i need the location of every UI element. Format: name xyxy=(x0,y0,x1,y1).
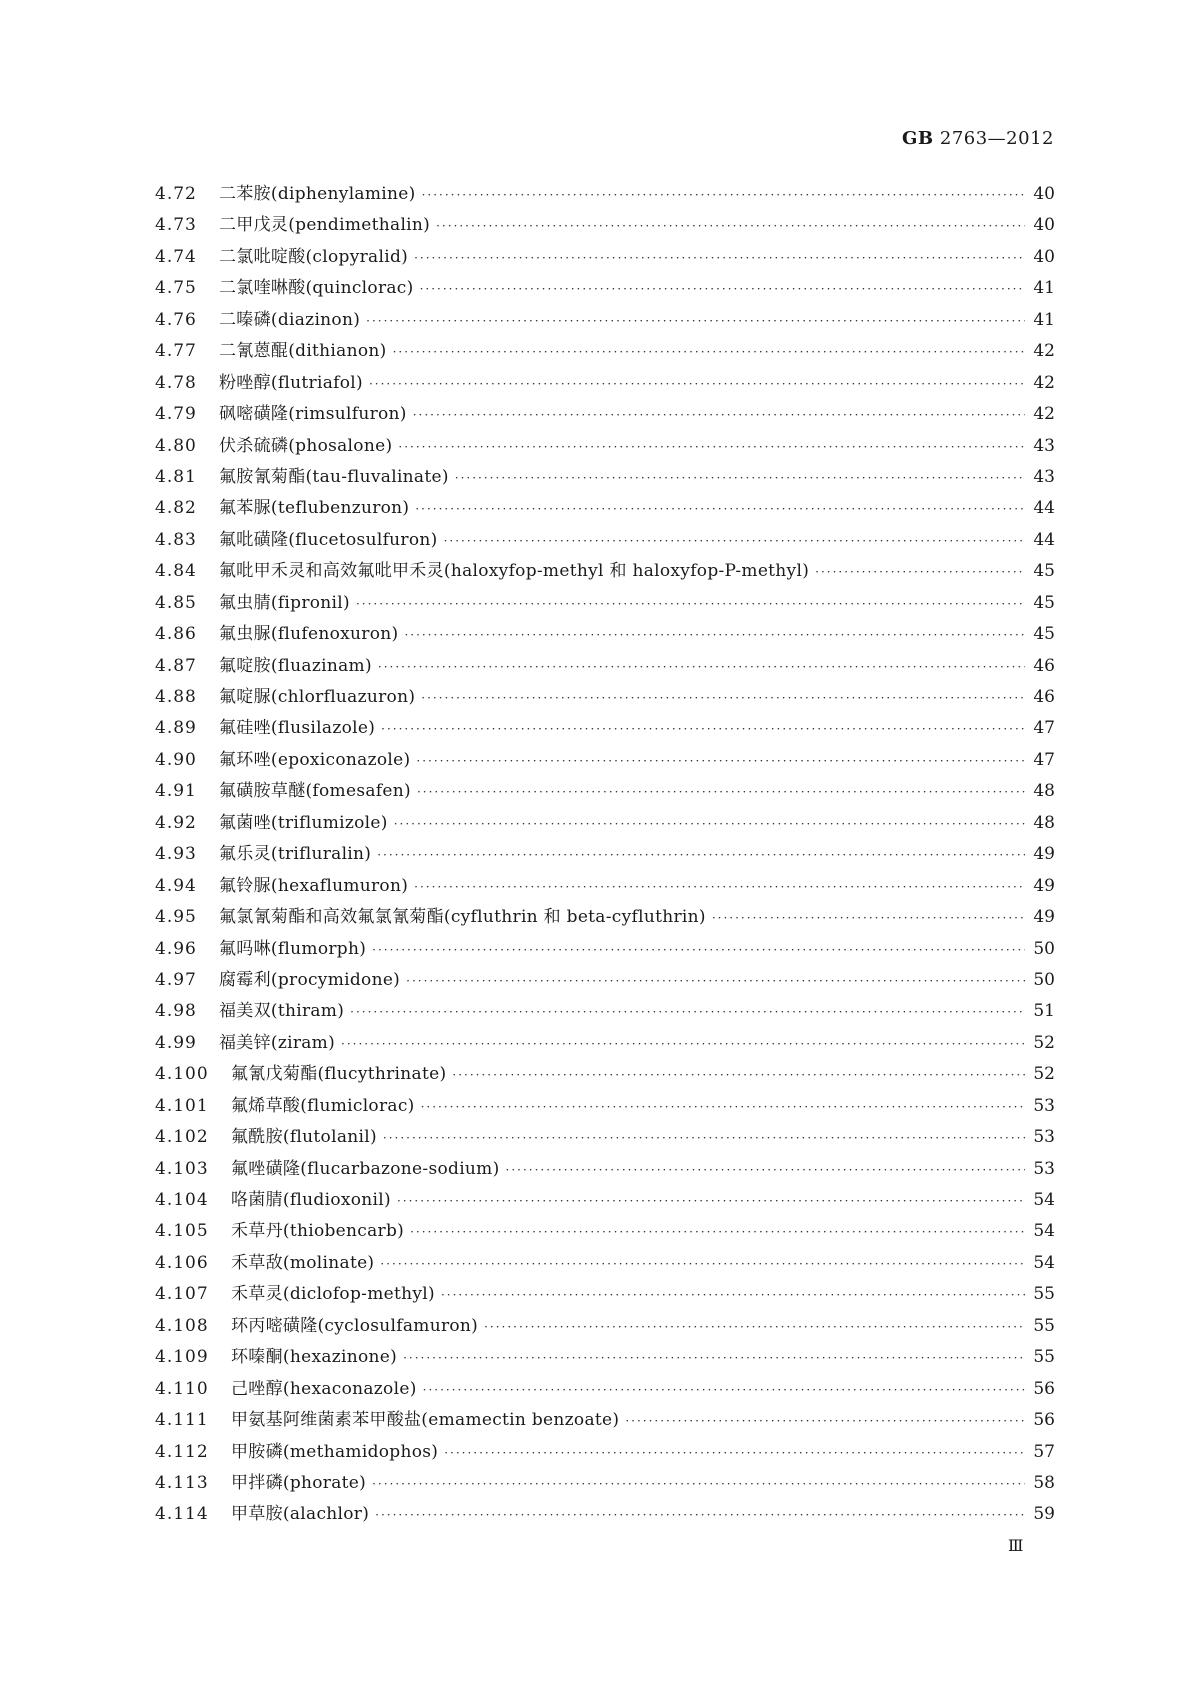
toc-entry-page: 53 xyxy=(1033,1095,1055,1116)
toc-entry-page: 56 xyxy=(1033,1378,1055,1399)
toc-entry[interactable] xyxy=(155,1248,1055,1279)
toc-entry-number: 4.97 xyxy=(155,969,197,990)
toc-entry-number: 4.101 xyxy=(155,1095,209,1116)
toc-entry-number: 4.103 xyxy=(155,1158,209,1179)
toc-entry-number: 4.80 xyxy=(155,435,197,456)
toc-dot-leader xyxy=(404,628,1025,642)
toc-entry-page: 55 xyxy=(1033,1347,1055,1368)
toc-entry-page: 47 xyxy=(1033,749,1055,770)
toc-entry-page: 43 xyxy=(1033,435,1055,456)
toc-entry-title: 氟乐灵(trifluralin) xyxy=(219,844,372,865)
toc-dot-leader xyxy=(377,848,1025,862)
toc-entry-title: 氟磺胺草醚(fomesafen) xyxy=(219,781,411,802)
toc-entry-number: 4.76 xyxy=(155,309,197,330)
toc-entry-page: 46 xyxy=(1033,655,1055,676)
toc-entry-number: 4.113 xyxy=(155,1472,209,1493)
toc-entry[interactable] xyxy=(155,556,1055,587)
toc-entry-title: 氟唑磺隆(flucarbazone-sodium) xyxy=(231,1158,500,1179)
toc-entry[interactable] xyxy=(155,651,1055,682)
toc-entry-title: 粉唑醇(flutriafol) xyxy=(219,372,363,393)
toc-entry-number: 4.78 xyxy=(155,372,197,393)
toc-entry[interactable] xyxy=(155,368,1055,399)
toc-dot-leader xyxy=(436,219,1025,233)
toc-entry-number: 4.92 xyxy=(155,812,197,833)
toc-entry[interactable] xyxy=(155,1154,1055,1185)
toc-entry-number: 4.100 xyxy=(155,1064,209,1085)
toc-dot-leader xyxy=(410,1225,1025,1239)
toc-entry-number: 4.81 xyxy=(155,466,197,487)
toc-entry-page: 42 xyxy=(1033,341,1055,362)
toc-entry-title: 伏杀硫磷(phosalone) xyxy=(219,435,393,456)
toc-dot-leader xyxy=(422,188,1025,202)
toc-entry-number: 4.112 xyxy=(155,1441,209,1462)
toc-dot-leader xyxy=(444,1446,1025,1460)
toc-entry-title: 氟氯氰菊酯和高效氟氯氰菊酯(cyfluthrin 和 beta-cyfluthrin) xyxy=(219,907,706,928)
toc-entry-page: 49 xyxy=(1033,875,1055,896)
toc-entry[interactable] xyxy=(155,1468,1055,1499)
toc-dot-leader xyxy=(414,251,1025,265)
toc-entry-page: 50 xyxy=(1033,938,1055,959)
toc-entry[interactable] xyxy=(155,273,1055,304)
toc-entry-page: 54 xyxy=(1033,1190,1055,1210)
toc-entry-title: 甲氨基阿维菌素苯甲酸盐(emamectin benzoate) xyxy=(231,1410,620,1431)
toc-entry-number: 4.84 xyxy=(155,561,197,582)
toc-entry-number: 4.75 xyxy=(155,278,197,299)
toc-entry-page: 42 xyxy=(1033,404,1055,425)
toc-entry-page: 40 xyxy=(1033,215,1055,236)
toc-entry-page: 41 xyxy=(1033,278,1055,299)
toc-entry-page: 47 xyxy=(1033,718,1055,739)
toc-entry-number: 4.114 xyxy=(155,1504,209,1525)
toc-entry-title: 禾草灵(diclofop-methyl) xyxy=(231,1284,435,1305)
toc-entry-number: 4.72 xyxy=(155,184,197,204)
toc-entry[interactable] xyxy=(155,965,1055,996)
toc-entry-title: 甲拌磷(phorate) xyxy=(231,1472,367,1493)
toc-entry-title: 氟菌唑(triflumizole) xyxy=(219,812,388,833)
toc-dot-leader xyxy=(441,1288,1025,1302)
toc-entry-title: 氟吡磺隆(flucetosulfuron) xyxy=(219,529,438,550)
toc-entry[interactable] xyxy=(155,305,1055,336)
toc-dot-leader xyxy=(403,1351,1025,1365)
toc-entry-page: 44 xyxy=(1033,529,1055,550)
toc-entry-page: 53 xyxy=(1033,1127,1055,1148)
toc-dot-leader xyxy=(383,1131,1025,1145)
toc-entry-page: 41 xyxy=(1033,309,1055,330)
toc-entry-page: 54 xyxy=(1033,1252,1055,1273)
toc-dot-leader xyxy=(393,345,1025,359)
toc-entry-title: 氟虫腈(fipronil) xyxy=(219,592,350,613)
toc-dot-leader xyxy=(444,534,1025,548)
toc-entry-number: 4.74 xyxy=(155,246,197,267)
toc-entry-title: 环丙嘧磺隆(cyclosulfamuron) xyxy=(231,1315,479,1336)
toc-entry-number: 4.94 xyxy=(155,875,197,896)
toc-entry-page: 56 xyxy=(1033,1410,1055,1431)
toc-dot-leader xyxy=(414,880,1025,894)
toc-dot-leader xyxy=(394,817,1025,831)
toc-entry-page: 45 xyxy=(1033,561,1055,582)
toc-entry[interactable] xyxy=(155,996,1055,1027)
toc-entry[interactable] xyxy=(155,1028,1055,1059)
toc-entry-number: 4.102 xyxy=(155,1127,209,1148)
toc-dot-leader xyxy=(372,943,1025,957)
toc-entry-page: 55 xyxy=(1033,1284,1055,1305)
toc-dot-leader xyxy=(415,502,1025,516)
toc-dot-leader xyxy=(378,660,1025,674)
toc-entry[interactable] xyxy=(155,1185,1055,1216)
toc-entry[interactable] xyxy=(155,1499,1055,1530)
toc-entry-page: 44 xyxy=(1033,498,1055,519)
toc-entry[interactable] xyxy=(155,1216,1055,1247)
toc-entry-title: 氟啶胺(fluazinam) xyxy=(219,655,372,676)
toc-entry-number: 4.98 xyxy=(155,1001,197,1022)
toc-entry-page: 51 xyxy=(1033,1001,1055,1022)
toc-dot-leader xyxy=(375,1508,1025,1522)
toc-entry-title: 二氯吡啶酸(clopyralid) xyxy=(219,246,409,267)
toc-dot-leader xyxy=(341,1037,1025,1051)
toc-entry-page: 52 xyxy=(1033,1032,1055,1053)
toc-entry-number: 4.93 xyxy=(155,844,197,865)
toc-entry-page: 40 xyxy=(1033,246,1055,267)
toc-entry-title: 甲草胺(alachlor) xyxy=(231,1504,370,1525)
toc-dot-leader xyxy=(625,1414,1025,1428)
toc-entry-page: 52 xyxy=(1033,1064,1055,1085)
toc-entry-title: 二氯喹啉酸(quinclorac) xyxy=(219,278,414,299)
toc-entry[interactable] xyxy=(155,839,1055,870)
toc-dot-leader xyxy=(381,722,1025,736)
toc-entry-title: 氟烯草酸(flumiclorac) xyxy=(231,1095,415,1116)
toc-entry[interactable] xyxy=(155,336,1055,367)
toc-entry-title: 氟吗啉(flumorph) xyxy=(219,938,367,959)
toc-entry-number: 4.79 xyxy=(155,404,197,425)
toc-entry-title: 氟吡甲禾灵和高效氟吡甲禾灵(haloxyfop-methyl 和 haloxyfop-P-methyl) xyxy=(219,561,810,582)
standard-number: 2763—2012 xyxy=(939,128,1054,149)
toc-entry[interactable] xyxy=(155,462,1055,493)
toc-dot-leader xyxy=(406,974,1025,988)
page-number: Ⅲ xyxy=(1008,1536,1024,1555)
toc-dot-leader xyxy=(366,314,1025,328)
toc-entry-title: 氟氰戊菊酯(flucythrinate) xyxy=(231,1064,447,1085)
toc-entry-title: 咯菌腈(fludioxonil) xyxy=(231,1190,391,1210)
toc-entry-number: 4.111 xyxy=(155,1410,209,1431)
toc-entry-title: 二氰蒽醌(dithianon) xyxy=(219,341,387,362)
toc-entry[interactable] xyxy=(155,682,1055,713)
toc-entry-page: 54 xyxy=(1033,1221,1055,1242)
toc-entry-title: 砜嘧磺隆(rimsulfuron) xyxy=(219,404,407,425)
toc-entry-number: 4.104 xyxy=(155,1190,209,1210)
toc-entry-page: 43 xyxy=(1033,466,1055,487)
toc-dot-leader xyxy=(506,1163,1025,1177)
toc-entry-title: 氟铃脲(hexaflumuron) xyxy=(219,875,409,896)
toc-entry-title: 环嗪酮(hexazinone) xyxy=(231,1347,398,1368)
toc-entry-page: 40 xyxy=(1033,184,1055,204)
toc-entry-title: 福美锌(ziram) xyxy=(219,1032,336,1053)
toc-dot-leader xyxy=(815,565,1025,579)
toc-entry-page: 53 xyxy=(1033,1158,1055,1179)
toc-dot-leader xyxy=(421,1100,1025,1114)
toc-dot-leader xyxy=(423,1383,1025,1397)
toc-dot-leader xyxy=(372,1477,1025,1491)
toc-entry-page: 50 xyxy=(1033,969,1055,990)
toc-entry[interactable] xyxy=(155,588,1055,619)
toc-entry-title: 氟硅唑(flusilazole) xyxy=(219,718,376,739)
toc-entry[interactable] xyxy=(155,619,1055,650)
toc-entry[interactable] xyxy=(155,1091,1055,1122)
toc-entry-title: 氟胺氰菊酯(tau-fluvalinate) xyxy=(219,466,449,487)
toc-entry-title: 禾草敌(molinate) xyxy=(231,1252,375,1273)
toc-entry-number: 4.91 xyxy=(155,781,197,802)
standard-number-header xyxy=(902,128,1054,149)
toc-entry[interactable] xyxy=(155,934,1055,965)
toc-entry[interactable] xyxy=(155,871,1055,902)
toc-dot-leader xyxy=(356,597,1025,611)
toc-dot-leader xyxy=(421,691,1025,705)
toc-entry[interactable] xyxy=(155,1405,1055,1436)
toc-dot-leader xyxy=(398,440,1025,454)
toc-entry-number: 4.110 xyxy=(155,1378,209,1399)
toc-entry-title: 福美双(thiram) xyxy=(219,1001,345,1022)
toc-entry[interactable] xyxy=(155,902,1055,933)
standard-prefix: GB xyxy=(902,128,934,149)
toc-entry-page: 59 xyxy=(1033,1504,1055,1525)
toc-entry-number: 4.77 xyxy=(155,341,197,362)
toc-entry[interactable] xyxy=(155,431,1055,462)
toc-entry-number: 4.86 xyxy=(155,624,197,645)
toc-entry[interactable] xyxy=(155,1342,1055,1373)
toc-dot-leader xyxy=(380,1257,1025,1271)
toc-entry[interactable] xyxy=(155,242,1055,273)
toc-dot-leader xyxy=(455,471,1025,485)
toc-entry-number: 4.107 xyxy=(155,1284,209,1305)
toc-dot-leader xyxy=(420,282,1025,296)
toc-entry[interactable] xyxy=(155,525,1055,556)
toc-entry-title: 氟啶脲(chlorfluazuron) xyxy=(219,687,416,707)
toc-entry-page: 58 xyxy=(1033,1472,1055,1493)
toc-entry[interactable] xyxy=(155,1059,1055,1090)
toc-entry-number: 4.82 xyxy=(155,498,197,519)
toc-entry-number: 4.106 xyxy=(155,1252,209,1273)
toc-entry-page: 55 xyxy=(1033,1315,1055,1336)
toc-entry[interactable] xyxy=(155,776,1055,807)
toc-entry-number: 4.73 xyxy=(155,215,197,236)
toc-dot-leader xyxy=(397,1194,1025,1208)
toc-entry-number: 4.96 xyxy=(155,938,197,959)
toc-entry-page: 45 xyxy=(1033,624,1055,645)
toc-dot-leader xyxy=(416,754,1025,768)
toc-entry-title: 氟环唑(epoxiconazole) xyxy=(219,749,411,770)
toc-entry-title: 甲胺磷(methamidophos) xyxy=(231,1441,439,1462)
toc-entry-number: 4.95 xyxy=(155,907,197,928)
toc-dot-leader xyxy=(413,408,1025,422)
toc-entry-number: 4.108 xyxy=(155,1315,209,1336)
toc-entry-title: 禾草丹(thiobencarb) xyxy=(231,1221,405,1242)
toc-entry-page: 49 xyxy=(1033,907,1055,928)
toc-entry-title: 二苯胺(diphenylamine) xyxy=(219,184,416,204)
toc-entry-title: 己唑醇(hexaconazole) xyxy=(231,1378,417,1399)
toc-entry-page: 46 xyxy=(1033,687,1055,707)
toc-entry-title: 氟虫脲(flufenoxuron) xyxy=(219,624,399,645)
toc-entry[interactable] xyxy=(155,1311,1055,1342)
toc-dot-leader xyxy=(712,911,1025,925)
toc-entry-number: 4.83 xyxy=(155,529,197,550)
toc-dot-leader xyxy=(417,785,1025,799)
toc-entry-number: 4.90 xyxy=(155,749,197,770)
toc-dot-leader xyxy=(369,377,1025,391)
toc-entry[interactable] xyxy=(155,210,1055,241)
toc-entry-title: 二嗪磷(diazinon) xyxy=(219,309,361,330)
toc-entry-number: 4.85 xyxy=(155,592,197,613)
toc-entry[interactable] xyxy=(155,808,1055,839)
toc-entry[interactable] xyxy=(155,1437,1055,1468)
toc-entry-title: 腐霉利(procymidone) xyxy=(219,969,401,990)
toc-entry-number: 4.89 xyxy=(155,718,197,739)
table-of-contents xyxy=(155,179,1055,1531)
toc-entry-number: 4.109 xyxy=(155,1347,209,1368)
toc-entry[interactable] xyxy=(155,399,1055,430)
toc-entry[interactable] xyxy=(155,1122,1055,1153)
toc-entry-title: 氟苯脲(teflubenzuron) xyxy=(219,498,410,519)
toc-entry-number: 4.99 xyxy=(155,1032,197,1053)
toc-entry-page: 48 xyxy=(1033,781,1055,802)
toc-entry[interactable] xyxy=(155,493,1055,524)
toc-entry-page: 42 xyxy=(1033,372,1055,393)
toc-entry-title: 二甲戊灵(pendimethalin) xyxy=(219,215,431,236)
toc-entry-page: 49 xyxy=(1033,844,1055,865)
toc-entry-title: 氟酰胺(flutolanil) xyxy=(231,1127,377,1148)
toc-entry-number: 4.87 xyxy=(155,655,197,676)
toc-entry[interactable] xyxy=(155,1374,1055,1405)
toc-dot-leader xyxy=(452,1068,1025,1082)
toc-dot-leader xyxy=(350,1005,1025,1019)
toc-entry-page: 57 xyxy=(1033,1441,1055,1462)
toc-entry[interactable] xyxy=(155,1279,1055,1310)
toc-entry[interactable] xyxy=(155,179,1055,210)
toc-dot-leader xyxy=(484,1320,1025,1334)
toc-entry[interactable] xyxy=(155,745,1055,776)
toc-entry-page: 45 xyxy=(1033,592,1055,613)
toc-entry-page: 48 xyxy=(1033,812,1055,833)
toc-entry-number: 4.88 xyxy=(155,687,197,707)
toc-entry[interactable] xyxy=(155,713,1055,744)
toc-entry-number: 4.105 xyxy=(155,1221,209,1242)
